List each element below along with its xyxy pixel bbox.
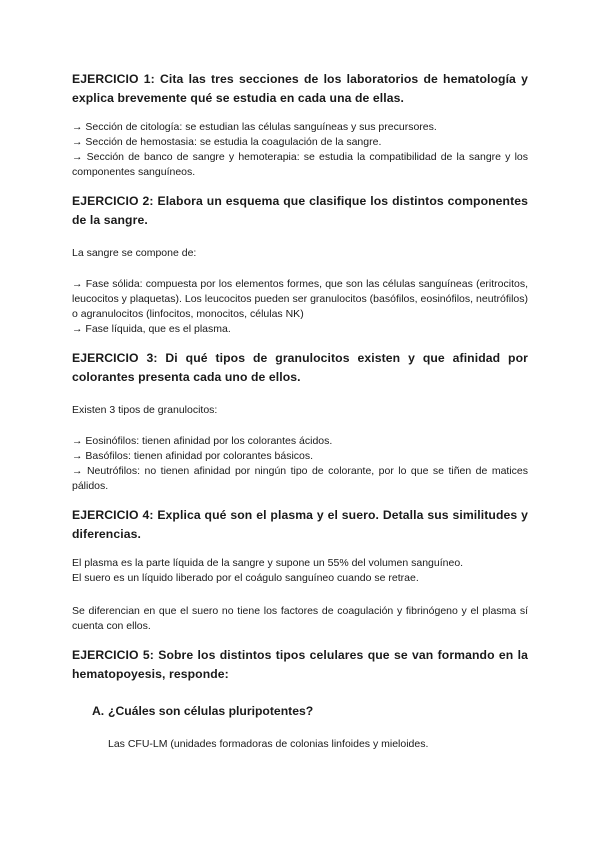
exercise-3-line-1: → Eosinófilos: tienen afinidad por los colorantes ácidos.: [72, 435, 333, 447]
exercise-2-line-2: → Fase líquida, que es el plasma.: [72, 323, 231, 335]
exercise-3-title: EJERCICIO 3: Di qué tipos de granulocitos existen y que afinidad por colorantes presenta cada uno de ellos.: [72, 351, 528, 384]
exercise-2-title: EJERCICIO 2: Elabora un esquema que clasifique los distintos componentes de la sangre.: [72, 194, 528, 227]
question-a-answer: Las CFU-LM (unidades formadoras de colonias linfoides y mieloides.: [108, 738, 429, 750]
exercise-1-line-3: → Sección de banco de sangre y hemoterapia: se estudia la compatibilidad de la sangre y los componentes sanguíneos.: [72, 151, 528, 178]
question-a-text: ¿Cuáles son células pluripotentes?: [108, 704, 314, 718]
exercise-2-intro: La sangre se compone de:: [72, 247, 197, 259]
exercise-1-line-2: → Sección de hemostasia: se estudia la coagulación de la sangre.: [72, 136, 382, 148]
exercise-1-title: EJERCICIO 1: Cita las tres secciones de los laboratorios de hematología y explica brevemente qué se estudia en cada una de ellas.: [72, 72, 528, 105]
exercise-4-paragraph-2: Se diferencian en que el suero no tiene los factores de coagulación y fibrinógeno y el plasma sí cuenta con ellos.: [72, 605, 528, 632]
exercise-4-line-2: El suero es un líquido liberado por el coágulo sanguíneo cuando se retrae.: [72, 572, 419, 584]
exercise-4-title: EJERCICIO 4: Explica qué son el plasma y el suero. Detalla sus similitudes y diferencias.: [72, 508, 528, 541]
exercise-2-line-1: → Fase sólida: compuesta por los elementos formes, que son las células sanguíneas (eritrocitos, leucocitos y plaquetas). Los leucocitos pueden ser granulocitos (basófilos, eosinófilos, neutrófilos) o agranulocitos (linfocitos, monocitos, células NK): [72, 278, 528, 320]
exercise-3-line-3: → Neutrófilos: no tienen afinidad por ningún tipo de colorante, por lo que se tiñen de matices pálidos.: [72, 465, 528, 492]
exercise-3-line-2: → Basófilos: tienen afinidad por colorantes básicos.: [72, 450, 314, 462]
exercise-4-line-1: El plasma es la parte líquida de la sangre y supone un 55% del volumen sanguíneo.: [72, 557, 464, 569]
exercise-1-line-1: → Sección de citología: se estudian las células sanguíneas y sus precursores.: [72, 121, 437, 133]
question-a-letter: A.: [92, 704, 105, 718]
exercise-3-intro: Existen 3 tipos de granulocitos:: [72, 404, 218, 416]
exercise-5-question-a: [92, 702, 528, 721]
exercise-5-title: EJERCICIO 5: Sobre los distintos tipos celulares que se van formando en la hematopoyesis, responde:: [72, 648, 528, 681]
